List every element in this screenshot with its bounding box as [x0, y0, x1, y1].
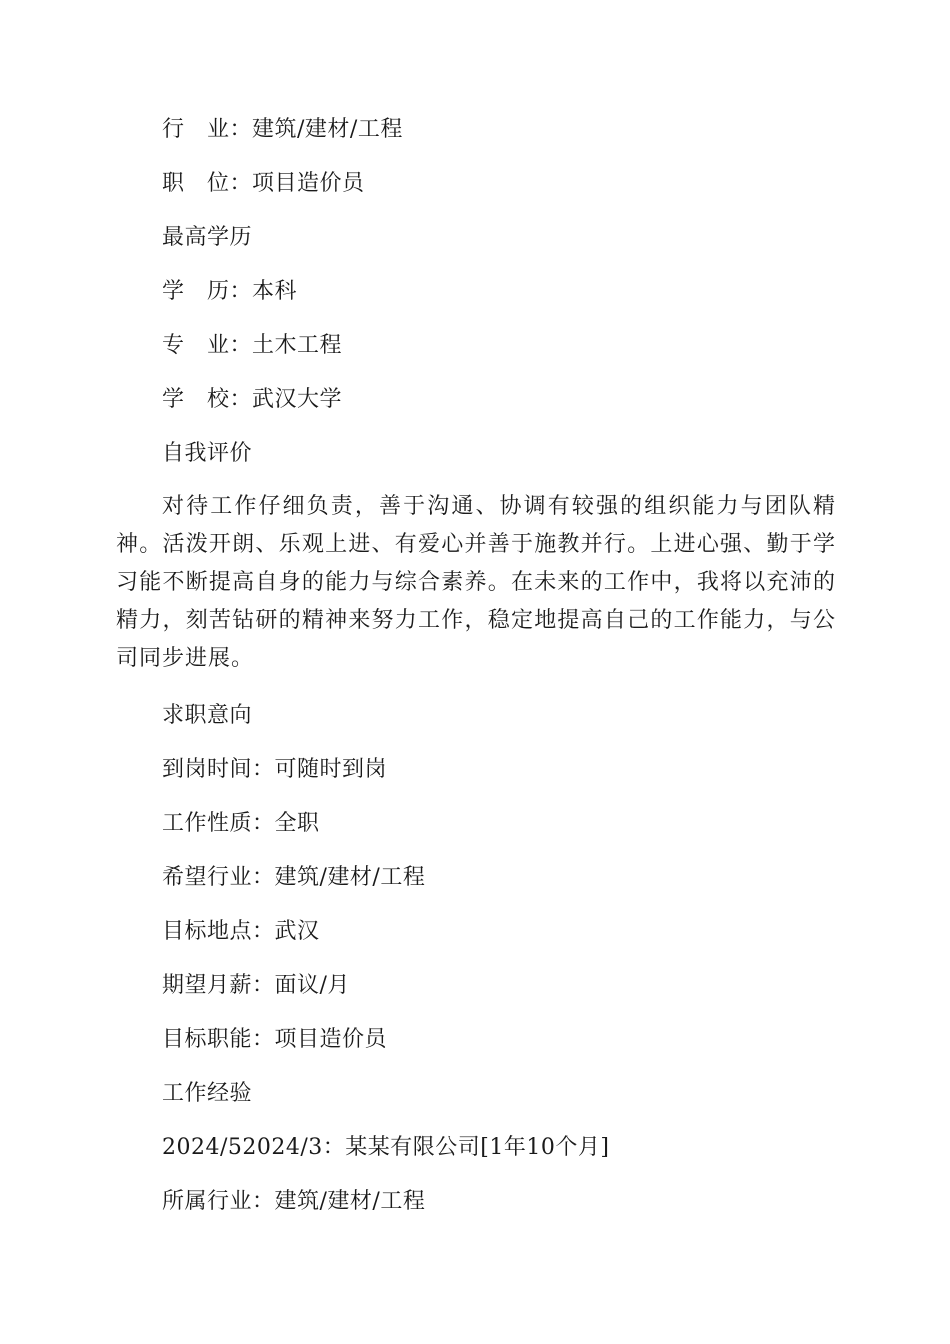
- experience-period: 2024/52024/3：: [162, 1135, 346, 1160]
- target-location-label: 目标地点：: [162, 919, 275, 944]
- self-eval-paragraph: 对待工作仔细负责，善于沟通、协调有较强的组织能力与团队精神。活泼开朗、乐观上进、有爱心并善于施教并行。上进心强、勤于学习能不断提高自身的能力与综合素养。在未来的工作中，我将以充沛的精力，刻苦钻研的精神来努力工作，稳定地提高自己的工作能力，与公司同步进展。: [116, 494, 836, 671]
- target-function-row: [162, 1026, 387, 1054]
- school-value: 武汉大学: [252, 387, 343, 412]
- position-row: [162, 170, 365, 198]
- degree-label: 学 历：: [162, 279, 253, 304]
- education-heading: 最高学历: [162, 225, 253, 250]
- experience-industry-row: [162, 1188, 425, 1216]
- school-row: [162, 386, 342, 414]
- degree-value: 本科: [252, 279, 298, 304]
- target-function-label: 目标职能：: [162, 1027, 275, 1052]
- intention-heading: 求职意向: [162, 703, 253, 728]
- school-label: 学 校：: [162, 387, 253, 412]
- arrival-label: 到岗时间：: [162, 757, 275, 782]
- experience-industry-value: 建筑/建材/工程: [274, 1189, 426, 1214]
- desired-industry-row: [162, 864, 425, 892]
- industry-label: 行 业：: [162, 117, 253, 142]
- expected-salary-row: [162, 972, 350, 1000]
- expected-salary-value: 面议/月: [274, 973, 350, 998]
- arrival-row: [162, 756, 387, 784]
- self-eval-heading: 自我评价: [162, 441, 253, 466]
- degree-row: [162, 278, 297, 306]
- arrival-value: 可随时到岗: [274, 757, 388, 782]
- target-location-row: [162, 918, 320, 946]
- major-label: 专 业：: [162, 333, 253, 358]
- target-function-value: 项目造价员: [274, 1027, 388, 1052]
- target-location-value: 武汉: [274, 919, 320, 944]
- job-nature-label: 工作性质：: [162, 811, 275, 836]
- experience-entry-row: [162, 1134, 609, 1162]
- major-row: [162, 332, 342, 360]
- position-label: 职 位：: [162, 171, 253, 196]
- industry-row: [162, 116, 403, 144]
- job-nature-row: [162, 810, 320, 838]
- expected-salary-label: 期望月薪：: [162, 973, 275, 998]
- experience-company: 某某有限公司[1年10个月]: [345, 1135, 610, 1160]
- position-value: 项目造价员: [252, 171, 365, 196]
- major-value: 土木工程: [252, 333, 343, 358]
- experience-industry-label: 所属行业：: [162, 1189, 275, 1214]
- job-nature-value: 全职: [274, 811, 320, 836]
- desired-industry-label: 希望行业：: [162, 865, 275, 890]
- industry-value: 建筑/建材/工程: [252, 117, 403, 142]
- desired-industry-value: 建筑/建材/工程: [274, 865, 426, 890]
- experience-heading: 工作经验: [162, 1081, 253, 1106]
